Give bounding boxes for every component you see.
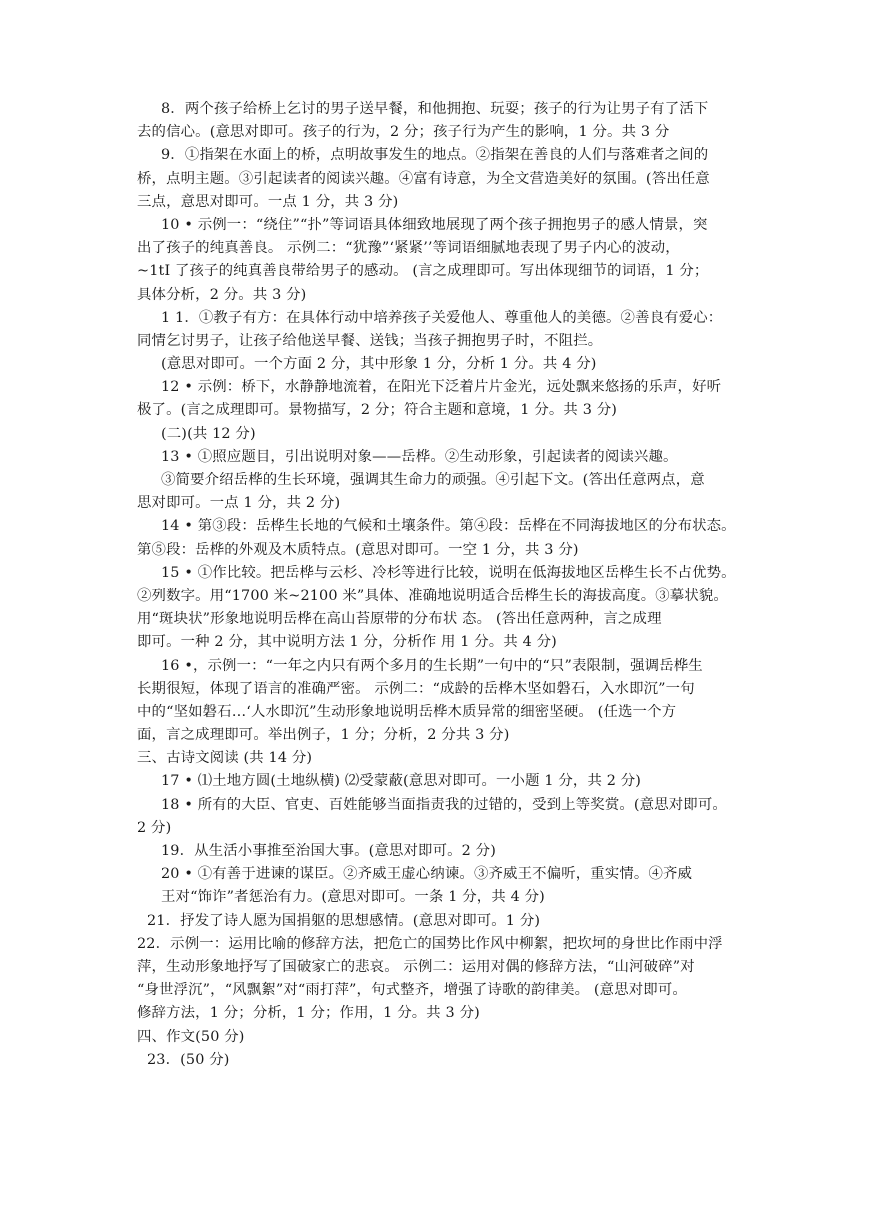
text-line: 第⑤段：岳桦的外观及木质特点。(意思对即可。一空 1 分，共 3 分) — [137, 541, 579, 558]
text-line: 即可。一种 2 分，其中说明方法 1 分，分析作 用 1 分。共 4 分) — [137, 634, 557, 651]
text-line: 思对即可。一点 1 分，共 2 分) — [137, 495, 341, 512]
text-line: 出了孩子的纯真善良。 示例二：“犹豫”‘紧紧’’等词语细腻地表现了男子内心的波动， — [137, 240, 680, 257]
text-line: 17 • ⑴土地方圆(土地纵横) ⑵受蒙蔽(意思对即可。一小题 1 分，共 2 分) — [161, 773, 642, 790]
text-line: 中的“坚如磐石…‘人水即沉”生动形象地说明岳桦木质异常的细密坚硬。 (任选一个方 — [137, 703, 677, 720]
text-line: 三、古诗文阅读 (共 14 分) — [137, 750, 313, 767]
text-line: ②列数字。用“1700 米~2100 米”具体、准确地说明适合岳桦生长的海拔高度。③摹状貌。 — [137, 587, 728, 604]
text-line: (意思对即可。一个方面 2 分，其中形象 1 分，分析 1 分。共 4 分) — [161, 356, 597, 373]
text-line: 萍，生动形象地抒写了国破家亡的悲哀。 示例二：运用对偶的修辞方法，“山河破碎”对 — [137, 958, 695, 975]
text-line: ③简要介绍岳桦的生长环境，强调其生命力的顽强。④引起下文。(答出任意两点，意 — [161, 472, 705, 488]
text-line: 修辞方法，1 分；分析，1 分；作用，1 分。共 3 分) — [137, 1005, 480, 1022]
text-line: ~1tI 了孩子的纯真善良带给男子的感动。 (言之成理即可。写出体现细节的词语，1 分； — [137, 263, 709, 280]
answer-text-block — [137, 98, 747, 1072]
text-line: 用“斑块状”形象地说明岳桦在高山苔原带的分布状 态。 (答出任意两种，言之成理 — [137, 611, 662, 628]
text-line: 16 •，示例一：“一年之内只有两个多月的生长期”一句中的“只”表限制，强调岳桦生 — [161, 657, 703, 674]
text-line: 2 分) — [137, 819, 172, 836]
text-line: 20 • ①有善于进谏的谋臣。②齐威王虚心纳谏。③齐威王不偏听，重实情。④齐威 — [161, 866, 693, 883]
text-line: 面，言之成理即可。举出例子，1 分；分析，2 分共 3 分) — [137, 727, 510, 744]
text-line: 具体分析，2 分。共 3 分) — [137, 286, 307, 303]
text-line: 王对“饰诈”者惩治有力。(意思对即可。一条 1 分，共 4 分) — [161, 889, 545, 906]
text-line: 13 • ①照应题目，引出说明对象——岳桦。②生动形象，引起读者的阅读兴趣。 — [161, 448, 678, 465]
text-line: (二)(共 12 分) — [161, 425, 256, 442]
text-line: 9．①指架在水面上的桥，点明故事发生的地点。②指架在善良的人们与落难者之间的 — [161, 147, 709, 164]
text-line: 19．从生活小事推至治国大事。(意思对即可。2 分) — [161, 843, 496, 859]
text-line: 极了。(言之成理即可。景物描写，2 分；符合主题和意境，1 分。共 3 分) — [137, 402, 618, 419]
text-line: 15 • ①作比较。把岳桦与云杉、冷杉等进行比较，说明在低海拔地区岳桦生长不占优势。 — [161, 564, 736, 581]
text-line: 21．抒发了诗人愿为国捐躯的思想感情。(意思对即可。1 分) — [147, 912, 541, 929]
text-line: 23．(50 分) — [147, 1051, 230, 1068]
text-line: 三点，意思对即可。一点 1 分，共 3 分) — [137, 193, 399, 210]
text-line: 8．两个孩子给桥上乞讨的男子送早餐，和他拥抱、玩耍；孩子的行为让男子有了活下 — [161, 101, 709, 117]
text-line: 同情乞讨男子，让孩子给他送早餐、送钱；当孩子拥抱男子时，不阻拦。 — [137, 332, 603, 349]
text-line: 22．示例一：运用比喻的修辞方法，把危亡的国势比作风中柳絮，把坎坷的身世比作雨中浮 — [137, 935, 723, 952]
text-line: 去的信心。(意思对即可。孩子的行为，2 分；孩子行为产生的影响，1 分。共 3 分 — [137, 124, 670, 141]
text-line: 桥，点明主题。③引起读者的阅读兴趣。④富有诗意，为全文营造美好的氛围。(答出任意 — [137, 170, 710, 187]
text-line: 四、作文(50 分) — [137, 1028, 245, 1045]
text-line: 长期很短，体现了语言的准确严密。 示例二：“成龄的岳桦木坚如磐石，入水即沉”一句 — [137, 680, 695, 697]
text-line: “身世浮沉”，“风飘絮”对“雨打萍”，句式整齐，增强了诗歌的韵律美。 (意思对即可。 — [137, 982, 687, 999]
text-line: 10 • 示例一：“绕住”“扑”等词语具体细致地展现了两个孩子拥抱男子的感人情景，突 — [161, 216, 708, 233]
text-line: 18 • 所有的大臣、官吏、百姓能够当面指责我的过错的，受到上等奖赏。(意思对即可。 — [161, 796, 727, 813]
text-line: 12 • 示例：桥下，水静静地流着，在阳光下泛着片片金光，远处飘来悠扬的乐声，好听 — [161, 379, 722, 396]
text-line: 14 • 第③段：岳桦生长地的气候和土壤条件。第④段：岳桦在不同海拔地区的分布状态。 — [161, 518, 736, 535]
text-line: 1 1．①教子有方：在具体行动中培养孩子关爱他人、尊重他人的美德。②善良有爱心： — [161, 309, 723, 326]
